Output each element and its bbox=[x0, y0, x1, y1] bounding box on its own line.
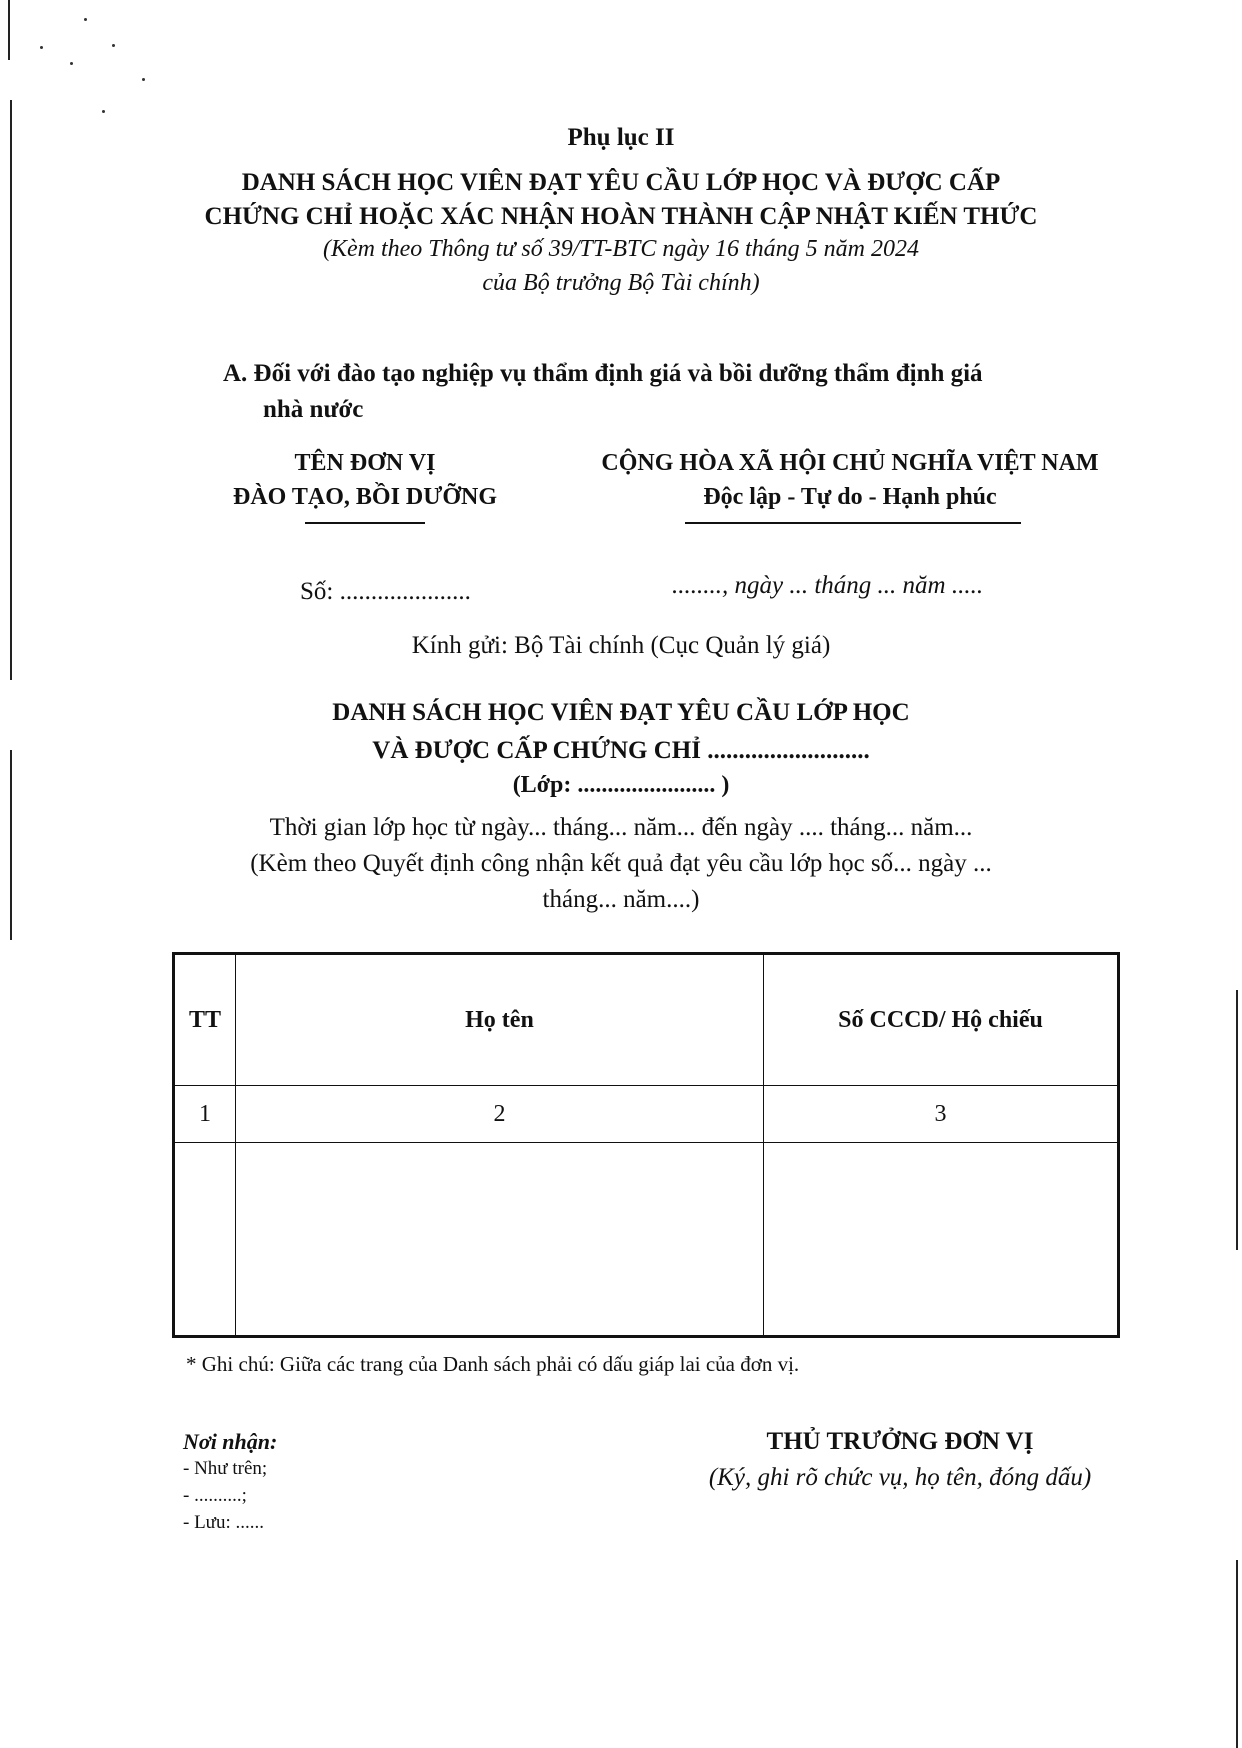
table-cell bbox=[764, 1143, 1119, 1337]
signature-block bbox=[660, 1424, 1140, 1496]
class-line: (Lớp: ....................... ) bbox=[512, 772, 730, 798]
scan-edge-line bbox=[1236, 1560, 1238, 1748]
scan-speck bbox=[70, 62, 73, 65]
column-header-id: Số CCCD/ Hộ chiếu bbox=[764, 954, 1119, 1086]
recipient-item: - Lưu: ...... bbox=[183, 1512, 265, 1533]
table-header-row bbox=[174, 954, 1119, 1086]
title-line: DANH SÁCH HỌC VIÊN ĐẠT YÊU CẦU LỚP HỌC VÀ ĐƯỢC CẤP bbox=[241, 169, 1001, 196]
section-a-heading bbox=[223, 356, 1143, 428]
table-index-row bbox=[174, 1086, 1119, 1143]
class-time-line: Thời gian lớp học từ ngày... tháng... năm... đến ngày .... tháng... năm... bbox=[269, 814, 973, 841]
unit-name-line: ĐÀO TẠO, BỒI DƯỠNG bbox=[232, 484, 498, 510]
table-cell: 2 bbox=[235, 1086, 763, 1143]
scan-speck bbox=[84, 18, 87, 21]
class-time-line: (Kèm theo Quyết định công nhận kết quả đạt yêu cầu lớp học số... ngày ... bbox=[250, 850, 992, 877]
scan-speck bbox=[40, 46, 43, 49]
addressee: Kính gửi: Bộ Tài chính (Cục Quản lý giá) bbox=[411, 632, 831, 659]
scan-edge-line bbox=[1236, 990, 1238, 1250]
signer-title: THỦ TRƯỞNG ĐƠN VỊ bbox=[766, 1428, 1034, 1455]
appendix-label: Phụ lục II bbox=[567, 124, 675, 151]
recipient-item: - ..........; bbox=[183, 1485, 247, 1506]
recipient-item: - Như trên; bbox=[183, 1458, 268, 1479]
section-line: nhà nước bbox=[263, 396, 364, 423]
national-motto-block bbox=[560, 446, 1140, 514]
scan-speck bbox=[102, 110, 105, 113]
class-time-line: tháng... năm....) bbox=[542, 886, 700, 913]
scan-speck bbox=[112, 44, 115, 47]
document-title bbox=[0, 166, 1242, 234]
title-line: CHỨNG CHỈ HOẶC XÁC NHẬN HOÀN THÀNH CẬP NHẬT KIẾN THỨC bbox=[204, 203, 1038, 230]
column-header-name: Họ tên bbox=[235, 954, 763, 1086]
table-cell bbox=[235, 1143, 763, 1337]
student-table bbox=[172, 952, 1120, 1338]
scan-speck bbox=[142, 78, 145, 81]
subtitle-line: (Kèm theo Thông tư số 39/TT-BTC ngày 16 tháng 5 năm 2024 bbox=[323, 236, 919, 262]
subtitle-line: của Bộ trưởng Bộ Tài chính) bbox=[482, 270, 760, 296]
table-cell: 3 bbox=[764, 1086, 1119, 1143]
document-subtitle bbox=[0, 232, 1242, 300]
table-row-empty bbox=[174, 1143, 1119, 1337]
column-header-tt: TT bbox=[174, 954, 236, 1086]
list-title bbox=[0, 694, 1242, 770]
recipients-label: Nơi nhận: bbox=[183, 1429, 278, 1454]
unit-name-block bbox=[210, 446, 520, 514]
table-cell: 1 bbox=[174, 1086, 236, 1143]
list-title-line: VÀ ĐƯỢC CẤP CHỨNG CHỈ .......................... bbox=[372, 737, 870, 764]
motto: Độc lập - Tự do - Hạnh phúc bbox=[703, 484, 997, 510]
section-line: A. Đối với đào tạo nghiệp vụ thẩm định giá và bồi dưỡng thẩm định giá bbox=[223, 360, 983, 387]
footnote: * Ghi chú: Giữa các trang của Danh sách phải có dấu giáp lai của đơn vị. bbox=[186, 1352, 800, 1376]
document-date: ........, ngày ... tháng ... năm ..... bbox=[672, 572, 984, 599]
list-title-line: DANH SÁCH HỌC VIÊN ĐẠT YÊU CẦU LỚP HỌC bbox=[332, 699, 910, 726]
signer-instruction: (Ký, ghi rõ chức vụ, họ tên, đóng dấu) bbox=[708, 1464, 1092, 1491]
unit-name-line: TÊN ĐƠN VỊ bbox=[294, 450, 436, 476]
recipients-block bbox=[183, 1428, 483, 1536]
scan-edge-line bbox=[8, 0, 10, 60]
document-number: Số: ..................... bbox=[300, 578, 471, 605]
unit-underline bbox=[305, 522, 425, 524]
country-name: CỘNG HÒA XÃ HỘI CHỦ NGHĨA VIỆT NAM bbox=[601, 450, 1099, 476]
table-cell bbox=[174, 1143, 236, 1337]
class-time-block bbox=[0, 810, 1242, 918]
motto-underline bbox=[685, 522, 1021, 524]
